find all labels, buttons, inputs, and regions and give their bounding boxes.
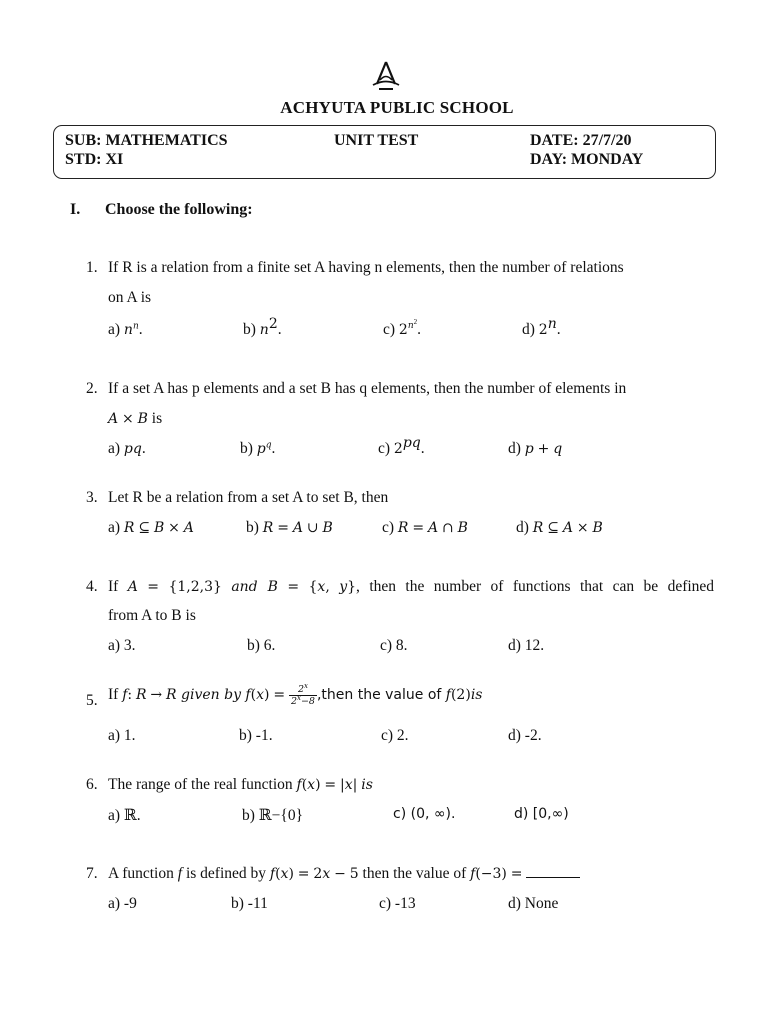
question-3-number: 3. xyxy=(86,489,98,506)
question-1-option-d: d) 2$^n$. xyxy=(522,315,561,338)
test-label: UNIT TEST xyxy=(334,132,419,149)
question-5-option-c: c) 2. xyxy=(381,727,409,744)
question-4-line1: If A = {1,2,3} and B = {x, y}, then the number of functions that can be defined xyxy=(108,578,715,595)
question-1-option-c: c) $2^{n^2}$. xyxy=(383,317,422,338)
question-4-option-b: b) 6. xyxy=(247,637,276,654)
question-5-option-d: d) -2. xyxy=(508,727,542,744)
school-logo xyxy=(368,58,404,94)
question-4-option-d: d) 12. xyxy=(508,637,545,654)
question-6-number: 6. xyxy=(86,776,98,793)
school-name: ACHYUTA PUBLIC SCHOOL xyxy=(280,98,514,117)
question-4-option-c: c) 8. xyxy=(380,637,408,654)
question-4-line2: from A to B is xyxy=(108,607,196,624)
question-2-line1: If a set A has p elements and a set B has q elements, then the number of elements in xyxy=(108,380,627,397)
question-6-option-d: d) [0,∞) xyxy=(514,806,569,822)
question-3-option-a: a) R ⊆ B × A xyxy=(108,519,194,536)
question-1-option-a: a) $n^n$. xyxy=(108,321,143,338)
question-7-number: 7. xyxy=(86,865,98,882)
question-3-line1: Let R be a relation from a set A to set B, then xyxy=(108,489,389,506)
question-7-option-d: d) None xyxy=(508,895,559,912)
question-5-line1: If f: R → R given by f(x) = $\frac{2^x}{2^x-8}$ ,then the value of f(2)is xyxy=(108,681,483,707)
question-3-option-b: b) R = A ∪ B xyxy=(246,519,333,536)
question-6-option-c: c) (0, ∞). xyxy=(393,806,456,822)
question-1-option-b: b) $n^2$. xyxy=(243,315,282,338)
question-5-option-a: a) 1. xyxy=(108,727,136,744)
question-2-option-b: b) $p^q$. xyxy=(240,440,276,457)
question-2-option-a: a) pq. xyxy=(108,440,146,457)
subject-label: SUB: MATHEMATICS xyxy=(65,132,228,149)
question-1-number: 1. xyxy=(86,259,98,276)
date-label: DATE: 27/7/20 xyxy=(530,132,632,149)
question-6-line1: The range of the real function f(x) = |x| is xyxy=(108,776,373,793)
question-1-line1: If R is a relation from a finite set A having n elements, then the number of relations xyxy=(108,259,624,276)
question-2-number: 2. xyxy=(86,380,98,397)
question-3-option-d: d) R ⊆ A × B xyxy=(516,519,603,536)
question-2-option-d: d) p + q xyxy=(508,440,563,457)
std-label: STD: XI xyxy=(65,151,124,168)
section-number: I. xyxy=(70,201,81,218)
question-7-line1: A function f is defined by f(x) = 2x − 5 then the value of f(−3) = xyxy=(108,865,580,883)
question-7-option-b: b) -11 xyxy=(231,895,268,912)
question-1-line2: on A is xyxy=(108,289,152,306)
question-6-option-a: a) ℝ. xyxy=(108,807,141,824)
question-7-option-a: a) -9 xyxy=(108,895,137,912)
question-7-option-c: c) -13 xyxy=(379,895,416,912)
question-2-line2: A × B is xyxy=(108,410,163,427)
question-3-option-c: c) R = A ∩ B xyxy=(382,519,468,536)
question-2-option-c: c) $2^{pq}$. xyxy=(378,434,425,457)
question-4-option-a: a) 3. xyxy=(108,637,136,654)
section-title: Choose the following: xyxy=(105,201,253,218)
question-5-number: 5. xyxy=(86,692,98,709)
question-5-option-b: b) -1. xyxy=(239,727,273,744)
question-6-option-b: b) ℝ−{0} xyxy=(242,807,304,824)
question-4-number: 4. xyxy=(86,578,98,595)
answer-blank xyxy=(526,865,580,878)
day-label: DAY: MONDAY xyxy=(530,151,644,168)
